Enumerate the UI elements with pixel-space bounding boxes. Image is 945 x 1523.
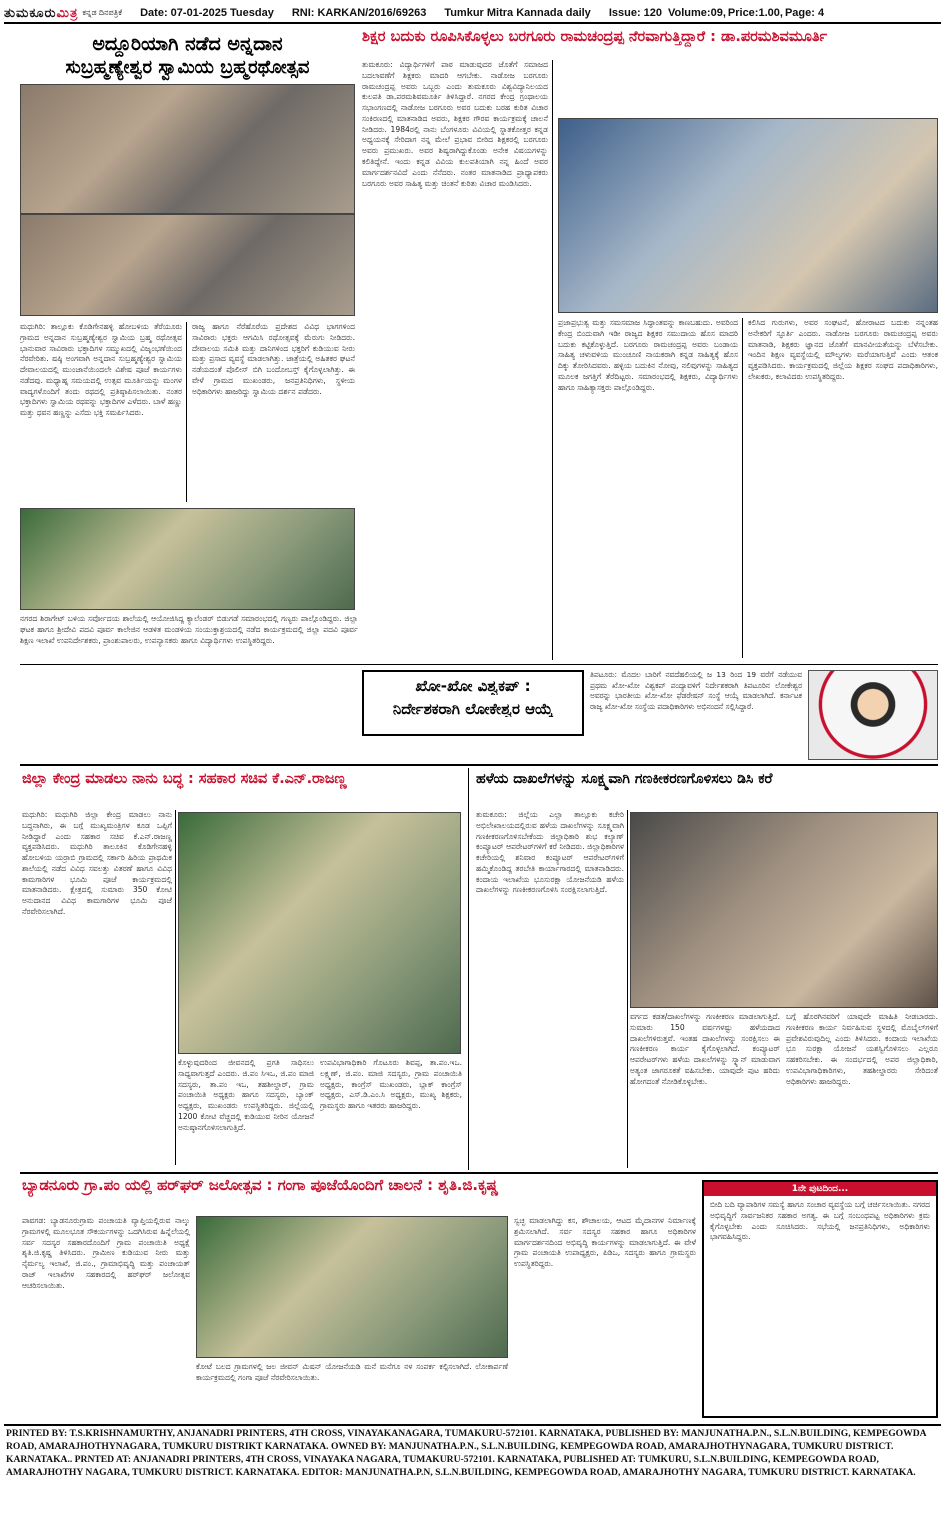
story6-column-3: ಬಗ್ಗೆ ಹೊರಗಿನವರಿಗೆ ಯಾವುದೇ ಮಾಹಿತಿ ನೀಡಬಾರದು. ಗಣಕೀಕರಣ ಕಾರ್ಯ ನಿರ್ವಹಿಸುವ ಸ್ಥಳದಲ್ಲಿ ಮೊಬೈಲ್‌ಗಳಿಗೆ ಪ್ರವೇಶವಿರುವುದಿಲ್ಲ ಎಂದು ತಿಳಿಸಿದರು. ಕಂದಾಯ ಇಲಾಖೆಯ ಭೂ ಸುರಕ್ಷಾ ಯೋಜನೆ ಯಶಸ್ವಿಗೊಳಿಸಲು ಎಲ್ಲರೂ ಸಹಕರಿಸಬೇಕು. ಈ ಸಂದರ್ಭದಲ್ಲಿ ಅಪರ ಜಿಲ್ಲಾಧಿಕಾರಿ, ಉಪವಿಭಾಗಾಧಿಕಾರಿಗಳು, ತಹಶೀಲ್ದಾರರು ಸೇರಿದಂತೆ ಅಧಿಕಾರಿಗಳು ಹಾಜರಿದ್ದರು. [786, 1012, 938, 1086]
section-rule [20, 664, 938, 665]
story4-text: ತಿಪಟೂರು: ಮೊದಲ ಬಾರಿಗೆ ನವದೆಹಲಿಯಲ್ಲಿ ಜ 13 ರಿಂದ 19 ವರೆಗೆ ನಡೆಯುವ ಪ್ರಥಮ ಖೋ-ಖೋ ವಿಶ್ವಕಪ್ ಪಂದ್ಯಾವಳಿಗೆ ನಿರ್ದೇಶಕರಾಗಿ ತಿಪಟೂರಿನ ಲೋಕೇಶ್ವರ ಅವರನ್ನು ಭಾರತೀಯ ಖೋ-ಖೋ ಫೆಡರೇಷನ್ ಸಂಸ್ಥೆ ಆಯ್ಕೆ ಮಾಡಲಾಗಿದೆ. ಕರ್ನಾಟಕ ರಾಜ್ಯ ಖೋ-ಖೋ ಸಂಸ್ಥೆಯ ಪದಾಧಿಕಾರಿಗಳು ಅಭಿನಂದನೆ ಸಲ್ಲಿಸಿದ್ದಾರೆ. [590, 670, 802, 711]
masthead-paper: Tumkur Mitra Kannada daily [444, 7, 591, 19]
story2-headline: ಶಿಕ್ಷರ ಬದುಕು ರೂಪಿಸಿಕೊಳ್ಳಲು ಬರಗೂರು ರಾಮಚಂದ್ರಪ್ಪ ನೆರವಾಗುತ್ತಿದ್ದಾರೆ : ಡಾ.ಪರಮಶಿವಮೂರ್ತಿ [362, 30, 828, 45]
column-rule [627, 810, 628, 1168]
story1-headline-line2: ಸುಬ್ರಹ್ಮಣ್ಯೇಶ್ವರ ಸ್ವಾಮಿಯ ಬ್ರಹ್ಮರಥೋತ್ಸವ [65, 58, 310, 78]
story5-column-1: ಮಧುಗಿರಿ: ಮಧುಗಿರಿ ಜಿಲ್ಲಾ ಕೇಂದ್ರ ಮಾಡಲು ನಾನು ಬದ್ಧನಾಗಿರು, ಈ ಬಗ್ಗೆ ಮುಖ್ಯಮಂತ್ರಿಗಳ ಕೂಡ ಒಪ್ಪಿಗೆ ನೀಡಿದ್ದಾರೆ ಎಂದು ಸಹಕಾರ ಸಚಿವ ಕೆ.ಎನ್.ರಾಜಣ್ಣ ವ್ಯಕ್ತಪಡಿಸಿದರು. ಮಧುಗಿರಿ ತಾಲೂಕಿನ ಕೊಡಿಗೇನಹಳ್ಳಿ ಹೋಬಳಿಯ ಯರ್ರಾಬಿ ಗ್ರಾಮದಲ್ಲಿ ಸರ್ಕಾರಿ ಹಿರಿಯ ಪ್ರಾಥಮಿಕ ಶಾಲೆಯಲ್ಲಿ ನಡೆದ ವಿವಿಧ ಸವಲತ್ತು ವಿತರಣೆ ಹಾಗೂ ವಿವಿಧ ಕಾಮಗಾರಿಗಳ ಭೂಮಿ ಪೂಜೆ ಕಾರ್ಯಕ್ರಮದಲ್ಲಿ ಮಾತನಾಡಿದರು. ಕ್ಷೇತ್ರದಲ್ಲಿ ಸುಮಾರು 350 ಕೋಟಿ ಅನುದಾನದ ವಿವಿಧ ಕಾಮಗಾರಿಗಳ ಭೂಮಿ ಪೂಜೆ ನೆರವೇರಿಸಲಾಗಿದೆ. [22, 810, 172, 917]
continued-text: ಬೀದಿ ಬದಿ ವ್ಯಾಪಾರಿಗಳ ಸಮಸ್ಯೆ ಹಾಗೂ ಸಂಚಾರ ವ್ಯವಸ್ಥೆಯ ಬಗ್ಗೆ ಚರ್ಚಿಸಲಾಯಿತು. ನಗರದ ಅಭಿವೃದ್ಧಿಗೆ ಸಾರ್ವಜನಿಕರ ಸಹಕಾರ ಅಗತ್ಯ. ಈ ಬಗ್ಗೆ ಸಂಬಂಧಪಟ್ಟ ಅಧಿಕಾರಿಗಳು ಕ್ರಮ ಕೈಗೊಳ್ಳಬೇಕು ಎಂದು ಸೂಚಿಸಿದರು. ಸಭೆಯಲ್ಲಿ ಜನಪ್ರತಿನಿಧಿಗಳು, ಅಧಿಕಾರಿಗಳು ಭಾಗವಹಿಸಿದ್ದರು. [710, 1200, 930, 1242]
story6-headline: ಹಳೆಯ ದಾಖಲೆಗಳನ್ನು ಸೂಕ್ಷ್ಮವಾಗಿ ಗಣಕೀಕರಣಗೊಳಿಸಲು ಡಿಸಿ ಕರೆ [476, 772, 773, 787]
masthead-volume: Volume:09, [668, 7, 726, 19]
section-rule [20, 764, 938, 766]
footer-rule [4, 1424, 941, 1426]
story6-column-1: ತುಮಕೂರು: ಜಿಲ್ಲೆಯ ಎಲ್ಲಾ ತಾಲ್ಲೂಕು ಕಚೇರಿ ಅಭಿಲೇಖಾಲಯದಲ್ಲಿರುವ ಹಳೆಯ ದಾಖಲೆಗಳನ್ನು ಸೂಕ್ಷ್ಮವಾಗಿ ಗಣಕೀಕರಣಗೊಳಿಸಬೇಕೆಂದು ಜಿಲ್ಲಾಧಿಕಾರಿ ಶುಭ ಕಲ್ಯಾಣ್ ಕಂಪ್ಯೂಟರ್ ಆಪರೇಟರ್‌ಗಳಿಗೆ ಕರೆ ನೀಡಿದರು. ಜಿಲ್ಲಾಧಿಕಾರಿಗಳ ಕಚೇರಿಯಲ್ಲಿ ಶನಿವಾರ ಕಂಪ್ಯೂಟರ್ ಆಪರೇಟರ್‌ಗಳಿಗೆ ಹಮ್ಮಿಕೊಂಡಿದ್ದ ತರಬೇತಿ ಕಾರ್ಯಾಗಾರದಲ್ಲಿ ಮಾತನಾಡಿದರು. ಕಂದಾಯ ಇಲಾಖೆಯ ಭೂಸುರಕ್ಷಾ ಯೋಜನೆಯಡಿ ಹಳೆಯ ದಾಖಲೆಗಳನ್ನು ಗಣಕೀಕರಣಗೊಳಿಸಿ ಸಂರಕ್ಷಿಸಲಾಗುತ್ತಿದೆ. [476, 810, 624, 895]
story1-headline-line1: ಅದ್ದೂರಿಯಾಗಿ ನಡೆದ ಅನ್ನದಾನ [92, 34, 283, 55]
continued-title: 1ನೇ ಪುಟದಿಂದ... [704, 1182, 936, 1196]
masthead-rni: RNI: KARKAN/2016/69263 [291, 7, 427, 19]
section-rule [20, 1172, 938, 1174]
story7-column-3: ಸ್ವಚ್ಛ ಮಾಡಲಾಗಿದ್ದು ಕಸ, ಶೌಚಾಲಯ, ಆಟದ ಮೈದಾನಗಳ ನಿರ್ಮಾಣಕ್ಕೆ ಶ್ರಮಿಸಲಾಗಿದೆ. ಸರ್ವ ಸದಸ್ಯರ ಸಹಕಾರ ಹಾಗೂ ಅಧಿಕಾರಿಗಳ ಮಾರ್ಗದರ್ಶನದಿಂದ ಅಭಿವೃದ್ಧಿ ಕಾರ್ಯಗಳನ್ನು ಮಾಡಲಾಗುತ್ತಿದೆ. ಈ ವೇಳೆ ಗ್ರಾಮ ಪಂಚಾಯತಿ ಉಪಾಧ್ಯಕ್ಷರು, ಪಿಡಿಒ, ಸದಸ್ಯರು ಹಾಗೂ ಗ್ರಾಮಸ್ಥರು ಉಪಸ್ಥಿತರಿದ್ದರು. [514, 1216, 696, 1269]
masthead [4, 4, 941, 24]
story2-column-3: ಕಲಿಸಿದ ಗುರುಗಳು, ಅವರ ಸಂಘಟನೆ, ಹೋರಾಟದ ಬದುಕು ನನ್ನಂತಹ ಅನೇಕರಿಗೆ ಸ್ಫೂರ್ತಿ ಎಂದರು. ನಾಡೋಜ ಬರಗೂರು ರಾಮಚಂದ್ರಪ್ಪ ಅವರು ಮಾತನಾಡಿ, ಶಿಕ್ಷಕರು ಜ್ಞಾನದ ಜೊತೆಗೆ ಮಾನವೀಯತೆಯನ್ನು ಬೆಳೆಸಬೇಕು. ಇಂದಿನ ಶಿಕ್ಷಣ ವ್ಯವಸ್ಥೆಯಲ್ಲಿ ಮೌಲ್ಯಗಳು ಮರೆಯಾಗುತ್ತಿವೆ ಎಂದು ಆತಂಕ ವ್ಯಕ್ತಪಡಿಸಿದರು. ಕಾರ್ಯಕ್ರಮದಲ್ಲಿ ಜಿಲ್ಲೆಯ ಶಿಕ್ಷಕರ ಸಂಘದ ಪದಾಧಿಕಾರಿಗಳು, ಲೇಖಕರು, ಕಲಾವಿದರು ಉಪಸ್ಥಿತರಿದ್ದರು. [748, 318, 938, 381]
column-rule [742, 318, 743, 658]
column-rule [175, 810, 176, 1165]
story3-photo-calendar-release [20, 508, 355, 610]
story7-column-1: ಪಾವಗಡ: ಬ್ಯಾಡನೂರುಗ್ರಾಮ ಪಂಚಾಯತಿ ವ್ಯಾಪ್ತಿಯಲ್ಲಿರುವ ನಾಲ್ಕು ಗ್ರಾಮಗಳಲ್ಲಿ ಮೂಲಭೂತ ಸೌಕರ್ಯಗಳನ್ನು ಒದಗಿಸಿರುವ ಹಿನ್ನೆಲೆಯಲ್ಲಿ ಸರ್ವ ಸದಸ್ಯರ ಸಹಕಾರದೊಂದಿಗೆ ಗ್ರಾಮ ಪಂಚಾಯಿತಿ ಅಧ್ಯಕ್ಷೆ ಶೃತಿ.ಜಿ.ಕೃಷ್ಣ ತಿಳಿಸಿದರು. ಗ್ರಾಮೀಣ ಕುಡಿಯುವ ನೀರು ಮತ್ತು ನೈರ್ಮಲ್ಯ ಇಲಾಖೆ, ಜಿ.ಪಂ., ಗ್ರಾಮಾಭಿವೃದ್ಧಿ ಮತ್ತು ಪಂಚಾಯತ್ ರಾಜ್ ಇಲಾಖೆಗಳ ಸಹಕಾರದಲ್ಲಿ ಹರ್‌ಘರ್ ಜಲೋತ್ಸವ ಆಚರಿಸಲಾಯಿತು. [22, 1216, 190, 1290]
story4-headline-line2: ನಿರ್ದೇಶಕರಾಗಿ ಲೋಕೇಶ್ವರ ಆಯ್ಕೆ [392, 700, 554, 717]
story5-column-2: ಕೊಳ್ಳುವುದರಿಂದ ಜೀವನದಲ್ಲಿ ಪ್ರಗತಿ ಸಾಧಿಸಲು ಸಾಧ್ಯವಾಗುತ್ತದೆ ಎಂದರು. ಜಿ.ಪಂ ಸಿಇಒ, ಜಿ.ಪಂ ಮಾಜಿ ಸದಸ್ಯರು, ತಾ.ಪಂ ಇಒ, ತಹಶೀಲ್ದಾರ್, ಗ್ರಾಮ ಪಂಚಾಯಿತಿ ಅಧ್ಯಕ್ಷರು ಹಾಗೂ ಸದಸ್ಯರು, ಬ್ಯಾಂಕ್ ಅಧ್ಯಕ್ಷರು, ಮುಖಂಡರು ಉಪಸ್ಥಿತರಿದ್ದರು. ಜಿಲ್ಲೆಯಲ್ಲಿ 1200 ಕೋಟಿ ವೆಚ್ಚದಲ್ಲಿ ಕುಡಿಯುವ ನೀರಿನ ಯೋಜನೆ ಅನುಷ್ಠಾನಗೊಳಿಸಲಾಗುತ್ತಿದೆ. [178, 1058, 314, 1132]
continued-box [702, 1180, 938, 1418]
column-rule [468, 768, 469, 1170]
story5-column-3: ಉಪವಿಭಾಗಾಧಿಕಾರಿ ಗೊಟೂರು ಶಿವಪ್ಪ, ತಾ.ಪಂ.ಇಒ. ಲಕ್ಷ್ಮಣ್, ಜಿ.ಪಂ. ಮಾಜಿ ಸದಸ್ಯರು, ಗ್ರಾಮ ಪಂಚಾಯಿತಿ ಅಧ್ಯಕ್ಷರು, ಕಾಂಗ್ರೆಸ್ ಮುಖಂಡರು, ಬ್ಲಾಕ್ ಕಾಂಗ್ರೆಸ್ ಅಧ್ಯಕ್ಷರು, ಎಸ್.ಡಿ.ಎಂ.ಸಿ ಅಧ್ಯಕ್ಷರು, ಮುಖ್ಯ ಶಿಕ್ಷಕರು, ಗ್ರಾಮಸ್ಥರು ಹಾಗೂ ಇತರರು ಹಾಜರಿದ್ದರು. [320, 1058, 462, 1111]
masthead-issue: Issue: 120 [608, 7, 663, 19]
story6-column-2: ವರ್ಗದ ಕಡತ/ದಾಖಲೆಗಳನ್ನು ಗಣಕೀಕರಣ ಮಾಡಲಾಗುತ್ತಿದೆ. ಸುಮಾರು 150 ವರ್ಷಗಳಷ್ಟು ಹಳೆಯದಾದ ದಾಖಲೆಗಳಿರುತ್ತವೆ. ಇಂತಹ ದಾಖಲೆಗಳನ್ನು ಸಂರಕ್ಷಿಸಲು ಈ ಗಣಕೀಕರಣ ಕಾರ್ಯ ಕೈಗೊಳ್ಳಲಾಗಿದೆ. ಕಂಪ್ಯೂಟರ್ ಆಪರೇಟರ್‌ಗಳು ಹಳೆಯ ದಾಖಲೆಗಳನ್ನು ಸ್ಕ್ಯಾನ್ ಮಾಡುವಾಗ ಅತ್ಯಂತ ಜಾಗರೂಕತೆ ವಹಿಸಬೇಕು. ಯಾವುದೇ ಪುಟ ಹರಿದು ಹೋಗದಂತೆ ನೋಡಿಕೊಳ್ಳಬೇಕು. [630, 1012, 780, 1086]
story1-photo-crowd [20, 214, 355, 316]
story2-column-2: ಪ್ರಜಾಪ್ರಭುತ್ವ ಮತ್ತು ಸಮಸಮಾಜ ಸಿದ್ಧಾಂತವನ್ನು ಕಾಣಬಹುದು. ಅವರಿಂದ ಕೇಂದ್ರ ಬಿಂದುವಾಗಿ ಇಡೀ ರಾಜ್ಯದ ಶಿಕ್ಷಕರ ಸಮುದಾಯ ಹೊಸ ಮಾದರಿ ಬದುಕು ಕಟ್ಟಿಕೊಳ್ಳುತ್ತಿದೆ. ಬರಗೂರು ರಾಮಚಂದ್ರಪ್ಪ ಅವರು ಬಂಡಾಯ ಸಾಹಿತ್ಯ ಚಳುವಳಿಯ ಮುಂಚೂಣಿ ನಾಯಕರಾಗಿ ಕನ್ನಡ ಸಾಹಿತ್ಯಕ್ಕೆ ಹೊಸ ದಿಕ್ಕು ತೋರಿಸಿದವರು. ಹಳ್ಳಿಯ ಬದುಕಿನ ನೋವು, ನಲಿವುಗಳನ್ನು ಸಾಹಿತ್ಯದ ಮೂಲಕ ಜಗತ್ತಿಗೆ ತೆರೆದಿಟ್ಟರು. ಸಮಾರಂಭದಲ್ಲಿ ಶಿಕ್ಷಕರು, ವಿದ್ಯಾರ್ಥಿಗಳು ಹಾಗೂ ಸಾಹಿತ್ಯಾಸಕ್ತರು ಪಾಲ್ಗೊಂಡಿದ್ದರು. [558, 318, 738, 392]
story3-caption: ನಗರದ ಶಿರಾಗೇಟ್ ಬಳಿಯ ಸರ್ವೋದಯ ಶಾಲೆಯಲ್ಲಿ ಆಯೋಜಿಸಿದ್ದ ಕ್ಯಾಲೆಂಡರ್ ಬಿಡುಗಡೆ ಸಮಾರಂಭದಲ್ಲಿ ಗಣ್ಯರು ಪಾಲ್ಗೊಂಡಿದ್ದರು. ಜಿಲ್ಲಾ ಘಟಕ ಹಾಗೂ ಶ್ರೀದೇವಿ ಪದವಿ ಪೂರ್ವ ಕಾಲೇಜಿನ ಆಡಳಿತ ಮಂಡಳಿಯ ಸಂಯುಕ್ತಾಶ್ರಯದಲ್ಲಿ ನಡೆದ ಕಾರ್ಯಕ್ರಮದಲ್ಲಿ ಜಿಲ್ಲಾ ಪದವಿ ಪೂರ್ವ ಶಿಕ್ಷಣ ಇಲಾಖೆ ಉಪನಿರ್ದೇಶಕರು, ಪ್ರಾಂಶುಪಾಲರು, ಉಪನ್ಯಾಸಕರು ಹಾಗೂ ವಿದ್ಯಾರ್ಥಿಗಳು ಉಪಸ್ಥಿತರಿದ್ದರು. [20, 614, 358, 645]
story1-column-2: ರಾಜ್ಯ ಹಾಗೂ ನೆರೆಹೊರೆಯ ಪ್ರದೇಶದ ವಿವಿಧ ಭಾಗಗಳಿಂದ ಸಾವಿರಾರು ಭಕ್ತರು ಆಗಮಿಸಿ ರಥೋತ್ಸವಕ್ಕೆ ಮೆರುಗು ನೀಡಿದರು. ದೇವಾಲಯ ಸಮಿತಿ ಮತ್ತು ದಾನಿಗಳಿಂದ ಭಕ್ತರಿಗೆ ಕುಡಿಯುವ ನೀರು ಮತ್ತು ಪ್ರಸಾದ ವ್ಯವಸ್ಥೆ ಮಾಡಲಾಗಿತ್ತು. ಜಾತ್ರೆಯಲ್ಲಿ ಅಹಿತಕರ ಘಟನೆ ನಡೆಯದಂತೆ ಪೊಲೀಸ್ ಬಿಗಿ ಬಂದೋಬಸ್ತ್ ಕೈಗೊಳ್ಳಲಾಗಿತ್ತು. ಈ ವೇಳೆ ಗ್ರಾಮದ ಮುಖಂಡರು, ಜನಪ್ರತಿನಿಧಿಗಳು, ಸ್ಥಳೀಯ ಅಧಿಕಾರಿಗಳು ಹಾಜರಿದ್ದು ಸ್ವಾಮಿಯ ದರ್ಶನ ಪಡೆದರು. [192, 322, 355, 396]
masthead-price: Price:1.00, [727, 7, 783, 19]
story5-photo-ribbon-cutting [178, 812, 461, 1054]
story4-headline-box [362, 670, 584, 736]
story4-headline-line1: ಖೋ-ಖೋ ವಿಶ್ವಕಪ್ : [415, 678, 531, 695]
story7-column-2: ಕೋಟೆ ಬಲದ ಗ್ರಾಮಗಳಲ್ಲಿ ಜಲ ಜೀವನ್ ಮಿಷನ್ ಯೋಜನೆಯಡಿ ಮನೆ ಮನೆಗೂ ನಳ ಸಂಪರ್ಕ ಕಲ್ಪಿಸಲಾಗಿದೆ. ಲೋಕಾರ್ಪಣೆ ಕಾರ್ಯಕ್ರಮದಲ್ಲಿ ಗಂಗಾ ಪೂಜೆ ನೆರವೇರಿಸಲಾಯಿತು. [196, 1362, 508, 1382]
story1-column-1: ಮಧುಗಿರಿ: ತಾಲ್ಲೂಕು ಕೊಡಿಗೇನಹಳ್ಳಿ ಹೋಬಳಿಯ ತೆರೆಯೂರು ಗ್ರಾಮದ ಅನ್ನದಾನ ಸುಬ್ರಹ್ಮಣ್ಯೇಶ್ವರ ಸ್ವಾಮಿಯ ಬ್ರಹ್ಮ ರಥೋತ್ಸವ ಭಾನುವಾರ ಸಾವಿರಾರು ಭಕ್ತಾದಿಗಳ ಸಮ್ಮುಖದಲ್ಲಿ ವಿಜೃಂಭಣೆಯಿಂದ ನೆರವೇರಿತು. ಷಷ್ಠಿ ಅಂಗವಾಗಿ ಅನ್ನದಾನ ಸುಬ್ರಹ್ಮಣ್ಯೇಶ್ವರ ಸ್ವಾಮಿಯ ದೇವಾಲಯದಲ್ಲಿ ಮುಂಜಾನೆಯಿಂದಲೇ ವಿಶೇಷ ಪೂಜೆ ಕಾರ್ಯಗಳು ನಡೆದವು. ಮಧ್ಯಾಹ್ನ ಸಮಯದಲ್ಲಿ ಉತ್ಸವ ಮೂರ್ತಿಯನ್ನು ಮಂಗಳ ವಾದ್ಯಗಳೊಂದಿಗೆ ತಂದು ರಥದಲ್ಲಿ ಪ್ರತಿಷ್ಠಾಪಿಸಲಾಯಿತು. ನಂತರ ಭಕ್ತಾದಿಗಳು ಸ್ವಾಮಿಯ ರಥವನ್ನು ಭಕ್ತಾದಿಗಳ ಎಳೆದರು. ಬಾಳೆ ಹಣ್ಣು ಮತ್ತು ಧವನ ಹಣ್ಣನ್ನು ಎಸೆದು ಭಕ್ತಿ ಸಮರ್ಪಿಸಿದರು. [20, 322, 182, 418]
masthead-date: Date: 07-01-2025 Tuesday [140, 7, 274, 19]
story2-column-1: ತುಮಕೂರು: ವಿದ್ಯಾರ್ಥಿಗಳಿಗೆ ಪಾಠ ಮಾಡುವುದರ ಜೊತೆಗೆ ಸಮಾಜದ ಬದಲಾವಣೆಗೆ ಶಿಕ್ಷಕರು ಮಾದರಿ ಆಗಬೇಕು. ನಾಡೋಜ ಬರಗೂರು ರಾಮಚಂದ್ರಪ್ಪ ಅವರು ಒಬ್ಬರು ಎಂದು ತುಮಕೂರು ವಿಶ್ವವಿದ್ಯಾನಿಲಯದ ಕುಲಪತಿ ಡಾ.ಪರಮಶಿವಮೂರ್ತಿ ತಿಳಿಸಿದ್ದಾರೆ. ನಗರದ ಕೇಂದ್ರ ಗ್ರಂಥಾಲಯ ಸಭಾಂಗಣದಲ್ಲಿ ನಾಡೋಜ ಬರಗೂರು ಅವರ ಬದುಕು ಬರಹ ಕುರಿತ ವಿಚಾರ ಸಂಕಿರಣದಲ್ಲಿ ಮಾತನಾಡಿದ ಅವರು, ಶಿಕ್ಷಕರ ಗೌರವ ಕಾರ್ಯಕ್ರಮಕ್ಕೆ ಚಾಲನೆ ನೀಡಿದರು. 1984ರಲ್ಲಿ ನಾನು ಬೆಂಗಳೂರು ವಿವಿಯಲ್ಲಿ ಸ್ನಾತಕೋತ್ತರ ಕನ್ನಡ ಅಧ್ಯಯನಕ್ಕೆ ಸೇರಿದಾಗ ನನ್ನ ಮೇಲೆ ಪ್ರಭಾವ ಬೀರಿದ ಶಿಕ್ಷಕರಲ್ಲಿ ಬರಗೂರು ಅವರು ಪ್ರಮುಖರು. ಅವರ ಶಿಷ್ಯರಾಗಿದ್ದುಕೊಂಡು ಅನೇಕ ವಿಷಯಗಳನ್ನು ಕಲಿತಿದ್ದೇನೆ. ಇಂದು ಕನ್ನಡ ವಿವಿಯ ಕುಲಪತಿಯಾಗಿ ನನ್ನ ಹಿಂದೆ ಅವರ ಮಾರ್ಗದರ್ಶನವಿದೆ ಎಂದು ನೆನೆದರು. ನಂತರ ಮಾತನಾಡಿದ ಪ್ರಾಧ್ಯಾಪಕರು ಬರಗೂರು ಅವರ ಸಾಹಿತ್ಯ ಮತ್ತು ಚಿಂತನೆ ಕುರಿತು ವಿಚಾರ ಮಂಡಿಸಿದರು. [362, 60, 548, 188]
masthead-logo-sub: ಕನ್ನಡ ದಿನಪತ್ರಿಕೆ [82, 8, 123, 17]
masthead-page: Page: 4 [784, 7, 825, 19]
story1-photo-wrapper [20, 84, 355, 184]
story6-photo-meeting-hall [630, 812, 938, 1008]
story7-headline: ಬ್ಯಾಡನೂರು ಗ್ರಾ.ಪಂ ಯಲ್ಲಿ ಹರ್‌ಘರ್ ಜಲೋತ್ಸವ : ಗಂಗಾ ಪೂಜೆಯೊಂದಿಗೆ ಚಾಲನೆ : ಶೃತಿ.ಜಿ.ಕೃಷ್ಣ [22, 1178, 499, 1194]
story4-portrait [808, 670, 938, 760]
story5-headline: ಜಿಲ್ಲಾ ಕೇಂದ್ರ ಮಾಡಲು ನಾನು ಬದ್ಧ : ಸಹಕಾರ ಸಚಿವ ಕೆ.ಎನ್.ರಾಜಣ್ಣ [22, 772, 347, 787]
imprint-footer: PRINTED BY: T.S.KRISHNAMURTHY, ANJANADRI PRINTERS, 4TH CROSS, VINAYAKANAGARA, TUMAKURU-572101. KARNATAKA, PUBLISHED BY: MANJUNATHA.P.N., S.L.N.BUILDING, KEMPEGOWDA ROAD, AMARAJHOTHYNAGARA, TUMKURU DISTRIKT KARNATAKA. OWNED BY: MANJUNATHA.P.N., S.L.N.BUILDING, KEMPEGOWDA ROAD, AMARAJHOTHYNAGARA, TUMKURU DISTRICT. KARNATAKA.. PRNTED AT: ANJANADRI PRINTERS, 4TH CROSS, VINAYAKA NAGARA, TUMAKURU-572101. KARNATAKA, PUBLISHED AT: TUMKURU, S.L.N.BUILDING, KEMPEGOWDA ROAD, AMARAJHOTHY NAGARA, TUMKURU DISTRICT. KARNATAKA. EDITOR: MANJUNATHA.P.N, S.L.N.BUILDING, KEMPEGOWDA ROAD, AMARAJHOTHY NAGARA, TUMKURU DISTRICT. KARNATAKA. [6, 1428, 927, 1478]
story7-photo-ganga-pooja [196, 1216, 508, 1358]
masthead-logo: ತುಮಕೂರುಮಿತ್ರ [4, 5, 79, 20]
story2-photo-lamp-lighting [558, 118, 938, 313]
story1-photo-chariot [20, 84, 355, 214]
column-rule [186, 322, 187, 502]
column-rule [552, 60, 553, 660]
